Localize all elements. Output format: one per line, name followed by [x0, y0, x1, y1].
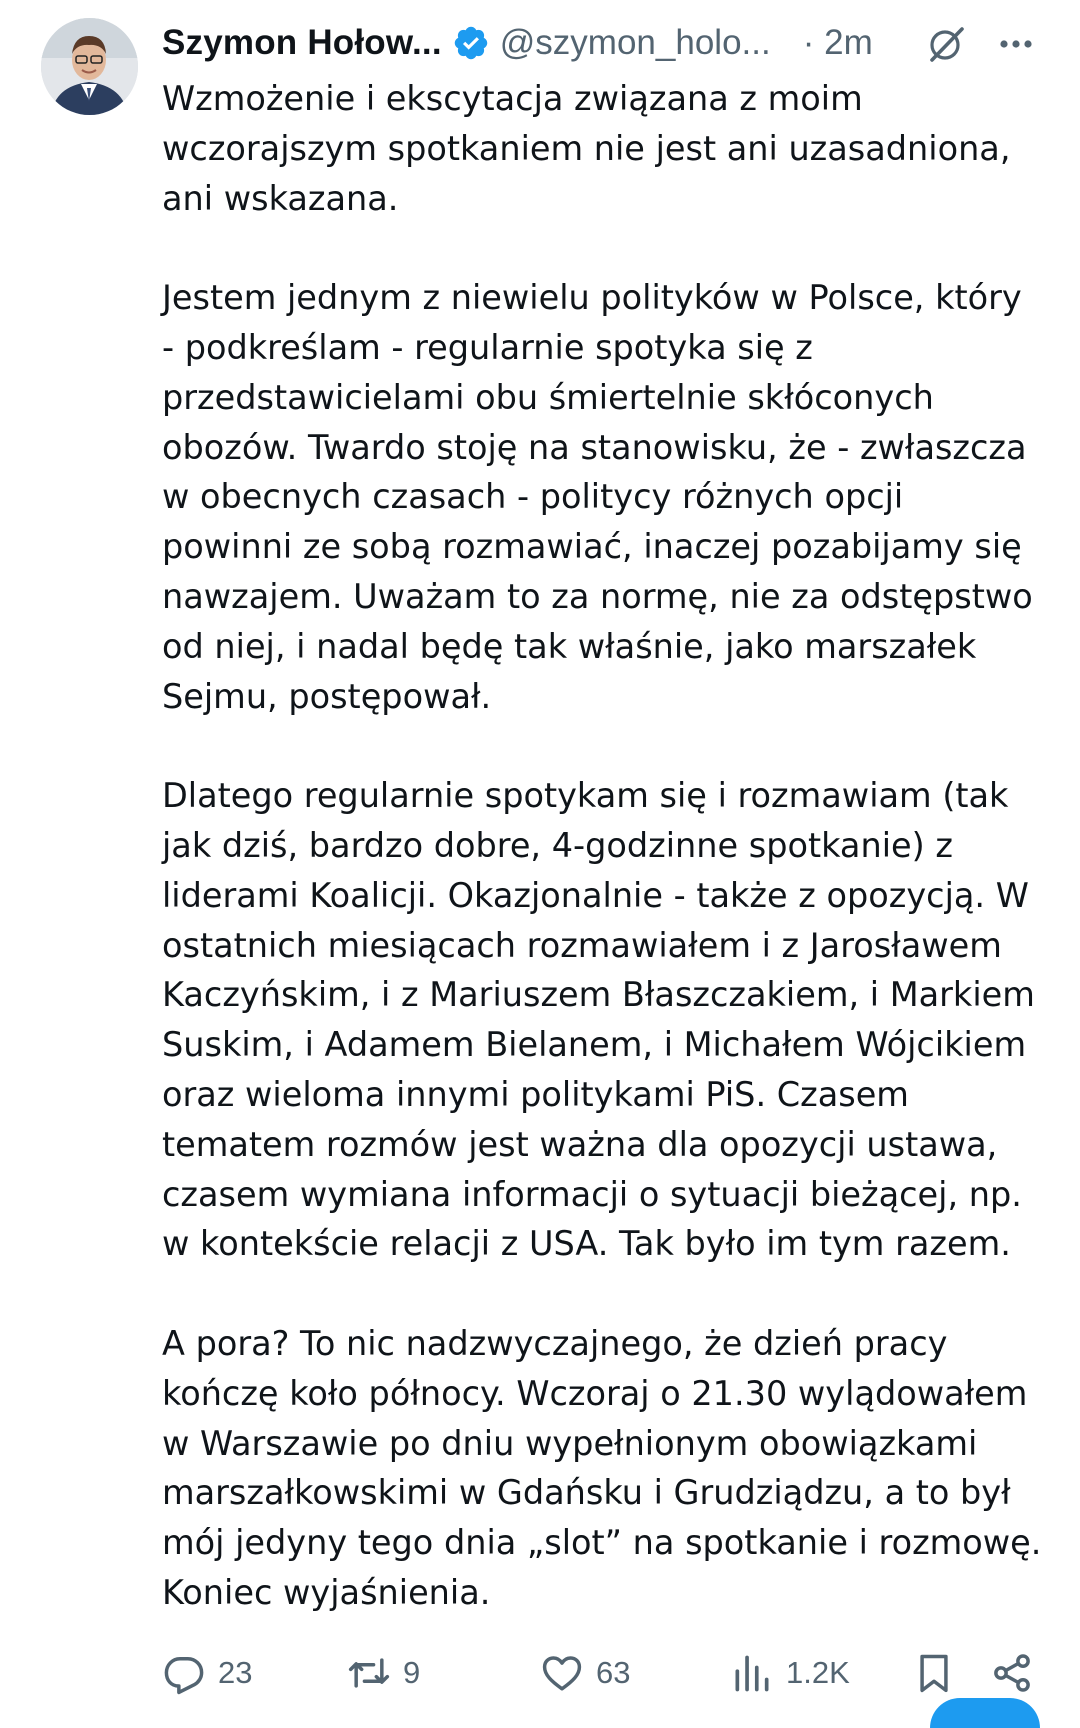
verified-badge-icon[interactable] — [452, 24, 490, 62]
text-line: - podkreślam - regularnie spotyka się z — [162, 327, 813, 367]
retweet-icon — [347, 1651, 391, 1695]
tweet-timestamp[interactable]: · 2m — [802, 23, 873, 62]
text-line: przedstawicielami obu śmiertelnie skłóconych — [162, 377, 934, 417]
views-count: 1.2K — [786, 1655, 850, 1690]
tweet-actions-bar — [162, 1648, 1042, 1698]
text-line: liderami Koalicji. Okazjonalnie - także z opozycją. W — [162, 875, 1029, 915]
text-line: ani wskazana. — [162, 178, 399, 218]
tweet-paragraph — [162, 1319, 1042, 1618]
reply-button[interactable] — [162, 1648, 252, 1698]
heart-icon — [540, 1651, 584, 1695]
like-count: 63 — [596, 1655, 631, 1690]
reply-icon — [162, 1651, 206, 1695]
text-line: ostatnich miesiącach rozmawiałem i z Jarosławem — [162, 925, 1002, 965]
text-line: mój jedyny tego dnia „slot” na spotkanie i rozmowę. — [162, 1523, 1042, 1563]
text-line: Suskim, i Adamem Bielanem, i Michałem Wójcikiem — [162, 1025, 1027, 1065]
text-line: nawzajem. Uważam to za normę, nie za odstępstwo — [162, 576, 1033, 616]
user-handle[interactable]: @szymon_holo... — [499, 23, 771, 62]
reply-count: 23 — [218, 1655, 253, 1690]
text-line: tematem rozmów jest ważna dla opozycji ustawa, — [162, 1124, 998, 1164]
text-line: od niej, i nadal będę tak właśnie, jako marszałek — [162, 626, 977, 666]
retweet-count: 9 — [403, 1655, 421, 1690]
more-icon[interactable] — [994, 24, 1038, 64]
display-name[interactable]: Szymon Hołow... — [162, 23, 442, 62]
text-line: w Warszawie po dniu wypełnionym obowiązkami — [162, 1423, 978, 1463]
text-line: powinni ze sobą rozmawiać, inaczej pozabijamy się — [162, 527, 1022, 567]
text-line: Koniec wyjaśnienia. — [162, 1572, 491, 1612]
text-line: kończę koło północy. Wczoraj o 21.30 wylądowałem — [162, 1373, 1028, 1413]
like-button[interactable] — [540, 1648, 630, 1698]
text-line: wczorajszym spotkaniem nie jest ani uzasadniona, — [162, 128, 1011, 168]
tweet-paragraph — [162, 771, 1042, 1269]
tweet-paragraph — [162, 273, 1042, 721]
bookmark-icon — [912, 1651, 956, 1695]
tweet-header — [162, 18, 1042, 68]
text-line: Wzmożenie i ekscytacja związana z moim — [162, 79, 863, 118]
retweet-button[interactable] — [347, 1648, 420, 1698]
views-icon — [730, 1651, 774, 1695]
text-line: w kontekście relacji z USA. Tak było im tym razem. — [162, 1224, 1011, 1264]
text-line: marszałkowskimi w Gdańsku i Grudziądzu, a to był — [162, 1473, 1011, 1513]
text-line: w obecnych czasach - politycy różnych opcji — [162, 477, 904, 517]
text-line: obozów. Twardo stoję na stanowisku, że - zwłaszcza — [162, 427, 1027, 467]
tweet-paragraph — [162, 74, 1042, 223]
share-icon — [990, 1651, 1034, 1695]
floating-compose-button-edge[interactable] — [930, 1698, 1040, 1728]
grok-icon[interactable] — [926, 24, 966, 64]
text-line: oraz wieloma innymi politykami PiS. Czasem — [162, 1074, 909, 1114]
text-line: czasem wymiana informacji o sytuacji bieżącej, np. — [162, 1174, 1022, 1214]
avatar[interactable] — [41, 18, 138, 115]
tweet-text — [162, 74, 1042, 1618]
text-line: jak dziś, bardzo dobre, 4-godzinne spotkanie) z — [162, 825, 953, 865]
text-line: Dlatego regularnie spotykam się i rozmawiam (tak — [162, 776, 1009, 816]
bookmark-button[interactable] — [912, 1648, 956, 1698]
text-line: Sejmu, postępował. — [162, 676, 492, 716]
share-button[interactable] — [990, 1648, 1034, 1698]
text-line: Kaczyńskim, i z Mariuszem Błaszczakiem, i Markiem — [162, 975, 1035, 1015]
text-line: A pora? To nic nadzwyczajnego, że dzień pracy — [162, 1323, 948, 1363]
text-line: Jestem jednym z niewielu polityków w Polsce, który — [162, 278, 1022, 318]
views-button[interactable] — [730, 1648, 850, 1698]
